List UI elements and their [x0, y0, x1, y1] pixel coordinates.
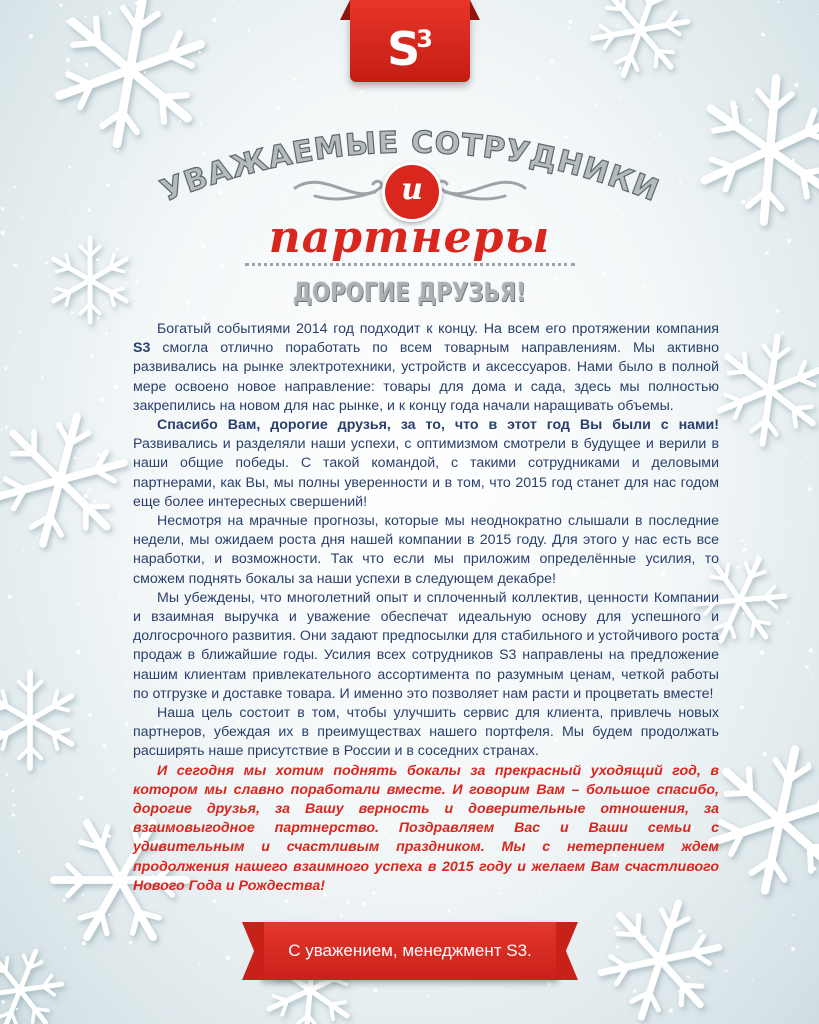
snow-dot: [537, 77, 540, 80]
snow-dot: [695, 31, 696, 32]
snow-dot: [775, 309, 779, 313]
snow-dot: [55, 428, 57, 430]
snow-dot: [198, 963, 200, 965]
snow-dot: [231, 0, 234, 1]
snow-dot: [741, 200, 745, 204]
snow-dot: [759, 391, 763, 395]
snow-dot: [727, 352, 729, 354]
snow-dot: [108, 11, 112, 15]
snow-dot: [568, 20, 572, 24]
logo-text: $S^3$: [387, 22, 433, 76]
snow-dot: [29, 34, 33, 38]
snow-dot: [616, 945, 619, 948]
snow-dot: [762, 752, 766, 756]
snow-dot: [125, 722, 128, 725]
snow-dot: [723, 481, 725, 483]
snow-dot: [800, 374, 804, 378]
snow-dot: [63, 898, 66, 901]
signature-text: С уважением, менеджмент S3.: [288, 941, 532, 960]
snow-dot: [29, 654, 31, 656]
closing-paragraph: И сегодня мы хотим поднять бокалы за прекрасный уходящий год, в котором мы славно поработали вместе. И говорим Вам – большое спасибо, дорогие друзья, за Вашу верность и доверительные отношения, за взаимовыгодное партнерство. Поздравляем Вас и Ваши семьи с удивительным и счастливым праздником. Мы с нетерпением ждем продолжения нашего взаимного успеха в 2015 году и желаем Вам счастливого Нового Года и Рождества!: [133, 762, 719, 894]
snow-dot: [617, 24, 619, 26]
snow-dot: [577, 1002, 578, 1003]
snow-dot: [4, 367, 7, 370]
snow-dot: [669, 1009, 673, 1013]
snow-dot: [90, 354, 93, 357]
heading-partners: партнеры: [268, 212, 551, 263]
snow-dot: [792, 159, 795, 162]
snow-dot: [756, 555, 759, 558]
snow-dot: [82, 941, 86, 945]
snow-dot: [213, 18, 217, 22]
snow-dot: [121, 368, 123, 370]
snow-dot: [97, 317, 100, 320]
snow-dot: [108, 835, 111, 838]
snow-dot: [85, 63, 89, 67]
snow-dot: [71, 311, 74, 314]
snow-dot: [79, 748, 81, 750]
snow-dot: [749, 197, 751, 199]
snow-dot: [15, 347, 17, 349]
letter-body: [133, 320, 719, 896]
snow-dot: [182, 933, 183, 934]
snow-dot: [129, 941, 132, 944]
snow-dot: [102, 744, 106, 748]
snow-dot: [39, 960, 43, 964]
snow-dot: [643, 935, 646, 938]
snow-dot: [806, 666, 809, 669]
snow-dot: [785, 526, 786, 527]
snow-dot: [368, 92, 369, 93]
snow-dot: [395, 105, 398, 108]
snow-dot: [282, 999, 286, 1003]
snow-dot: [644, 1014, 646, 1016]
snow-dot: [362, 902, 366, 906]
snow-dot: [12, 813, 16, 817]
snow-dot: [88, 488, 91, 491]
snow-dot: [88, 713, 92, 717]
snow-dot: [347, 901, 350, 904]
snow-dot: [114, 385, 118, 389]
snow-dot: [85, 15, 87, 17]
snow-dot: [774, 821, 777, 824]
snow-dot: [805, 270, 806, 271]
snow-dot: [742, 548, 746, 552]
snow-dot: [59, 4, 62, 7]
snow-dot: [79, 796, 83, 800]
snow-dot: [270, 28, 271, 29]
snow-dot: [72, 360, 73, 361]
snow-dot: [740, 705, 744, 709]
snow-dot: [807, 762, 811, 766]
snow-dot: [781, 331, 784, 334]
snow-dot: [752, 98, 754, 100]
snow-dot: [64, 948, 66, 950]
snow-dot: [807, 487, 811, 491]
snow-dot: [19, 330, 21, 332]
heading-line1: УВАЖАЕМЫЕ СОТРУДНИКИ: [156, 125, 664, 210]
snow-dot: [2, 634, 4, 636]
snow-dot: [93, 452, 94, 453]
snow-dot: [1, 1000, 4, 1003]
snow-dot: [373, 988, 377, 992]
snow-dot: [105, 332, 108, 335]
snow-dot: [68, 166, 71, 169]
snow-dot: [1, 207, 4, 210]
snow-dot: [292, 77, 296, 81]
snow-dot: [42, 901, 44, 903]
snow-dot: [73, 531, 75, 533]
snow-dot: [75, 506, 76, 507]
snow-dot: [679, 182, 681, 184]
snow-dot: [226, 956, 230, 960]
snow-dot: [760, 650, 764, 654]
snow-dot: [22, 623, 24, 625]
snow-dot: [77, 750, 79, 752]
snow-dot: [618, 97, 620, 99]
snow-dot: [144, 71, 146, 73]
snow-dot: [742, 819, 743, 820]
snow-dot: [748, 118, 751, 121]
snow-dot: [213, 899, 216, 902]
snow-dot: [113, 769, 115, 771]
snow-dot: [124, 684, 126, 686]
snow-dot: [742, 612, 744, 614]
snow-dot: [62, 111, 64, 113]
snow-dot: [792, 914, 794, 916]
snow-dot: [66, 20, 69, 23]
snow-dot: [8, 595, 12, 599]
snow-dot: [687, 976, 690, 979]
snow-dot: [736, 106, 739, 109]
snow-dot: [417, 1011, 418, 1012]
snow-dot: [93, 500, 96, 503]
snow-dot: [510, 87, 512, 90]
snow-dot: [427, 995, 429, 997]
snow-dot: [448, 910, 451, 913]
snow-dot: [810, 674, 812, 676]
snow-dot: [100, 398, 104, 402]
snow-dot: [117, 149, 119, 151]
snow-dot: [76, 603, 78, 605]
snow-dot: [285, 900, 289, 904]
snow-dot: [786, 452, 788, 454]
snow-dot: [317, 6, 319, 8]
snow-dot: [23, 549, 25, 551]
snow-dot: [106, 183, 110, 187]
snow-dot: [12, 810, 13, 811]
snow-dot: [1, 428, 3, 430]
snow-dot: [595, 104, 598, 107]
snow-dot: [151, 58, 153, 60]
snow-dot: [12, 789, 15, 792]
snow-dot: [277, 106, 280, 109]
snow-dot: [809, 648, 813, 652]
snow-dot: [18, 850, 20, 852]
snow-dot: [776, 609, 778, 611]
snow-dot: [680, 172, 681, 173]
snow-dot: [92, 335, 94, 337]
snow-dot: [97, 453, 101, 457]
snow-dot: [198, 51, 200, 53]
snow-dot: [74, 457, 76, 459]
snow-dot: [619, 67, 621, 69]
snow-dot: [38, 683, 40, 685]
paragraph-5: Наша цель состоит в том, чтобы улучшить сервис для клиента, привлечь новых партнеров, убеждая их в преимуществах нашего портфеля. Мы будем продолжать расширять наше присутствие в России и в соседних странах.: [133, 705, 719, 760]
snow-dot: [635, 941, 636, 942]
paragraph-3: Несмотря на мрачные прогнозы, которые мы неоднократно слышали в последние недели, мы ожидаем роста дня нашей компании в 2015 году. Для этого у нас есть все наработки, и возможности. Так что если мы приложим определённые усилия, то сможем поднять бокалы за наши успехи в следующем декабре!: [133, 513, 719, 587]
snow-dot: [84, 494, 88, 498]
snow-dot: [764, 869, 768, 873]
snow-dot: [794, 83, 798, 87]
snow-dot: [725, 969, 727, 971]
snow-dot: [638, 62, 639, 63]
snow-dot: [678, 991, 680, 993]
signature-banner: [262, 922, 558, 980]
snow-dot: [23, 440, 27, 444]
snow-dot: [682, 185, 684, 187]
snow-dot: [340, 914, 343, 917]
paragraph-1: Богатый событиями 2014 год подходит к концу. На всем его протяжении компания S3 смогла отлично поработать по всем товарным направлениям. Мы активно развивались на рынке электротехники, устройств и аксессуаров. Нами было в полной мере освоено новое направление: товары для дома и сада, здесь мы полностью закрепились на новом для нас рынке, и к концу года начали наращивать объемы.: [133, 321, 719, 414]
snow-dot: [733, 270, 734, 271]
snow-dot: [789, 816, 793, 820]
snow-dot: [220, 263, 224, 267]
snow-dot: [82, 894, 84, 896]
snow-dot: [87, 161, 89, 163]
snow-dot: [752, 980, 754, 982]
snow-dot: [763, 681, 764, 682]
snow-dot: [66, 58, 70, 62]
snow-dot: [698, 929, 702, 933]
snow-dot: [481, 69, 483, 71]
snow-dot: [13, 263, 17, 267]
snow-dot: [803, 472, 804, 473]
heading-subtitle: ДОРОГИЕ ДРУЗЬЯ!: [293, 278, 526, 308]
snow-dot: [633, 990, 636, 993]
paragraph-4: Мы убеждены, что многолетний опыт и сплоченный коллектив, ценности Компании и взаимная выручка и уважение обеспечат идеальную основу для успешного и долгосрочного развития. Они задают предпосылки для стабильного и устойчивого роста продаж в ближайшие годы. Усилия всех сотрудников S3 направлены на предложение нашим клиентам привлекательного ассортимента по разумным ценам, четкой работы по отгрузке и доставке товара. И именно это позволяет нам расти и процветать вместе!: [133, 589, 719, 702]
snow-dot: [806, 455, 808, 457]
snow-dot: [100, 120, 102, 122]
snow-dot: [67, 69, 69, 71]
snow-dot: [791, 947, 795, 951]
snow-dot: [744, 543, 746, 545]
snow-dot: [121, 181, 123, 183]
snow-dot: [502, 87, 504, 89]
s3-logo: [350, 0, 470, 82]
snow-dot: [737, 566, 740, 569]
snow-dot: [5, 425, 8, 428]
snow-dot: [550, 59, 554, 63]
snow-dot: [247, 29, 250, 32]
snow-dot: [135, 1, 139, 5]
snow-dot: [12, 804, 15, 807]
snow-dot: [797, 181, 799, 183]
snow-dot: [741, 540, 744, 543]
snow-dot: [817, 14, 818, 15]
snow-dot: [614, 926, 618, 930]
snow-dot: [41, 377, 44, 380]
snow-dot: [719, 440, 720, 441]
snow-dot: [547, 982, 551, 986]
snow-dot: [14, 186, 16, 188]
snow-dot: [297, 85, 300, 88]
snow-dot: [109, 914, 111, 916]
snow-dot: [813, 867, 817, 871]
paragraph-2: Спасибо Вам, дорогие друзья, за то, что в этот год Вы были с нами! Развивались и разделяли наши успехи, с оптимизмом смотрели в будущее и верили в наши общие победы. С такой командой, с такими сотрудниками и деловыми партнерами, как Вы, мы полны уверенности и в том, что 2015 год станет для нас годом еще более интересных свершений!: [133, 417, 719, 510]
snow-dot: [119, 594, 122, 597]
snow-dot: [777, 1, 779, 3]
snow-dot: [568, 26, 571, 29]
snow-dot: [359, 89, 363, 93]
snow-dot: [124, 885, 127, 888]
snow-dot: [252, 67, 253, 68]
snow-dot: [602, 271, 606, 275]
snow-dot: [753, 171, 755, 173]
snow-dot: [793, 875, 794, 876]
snow-dot: [97, 919, 100, 922]
and-badge: и: [382, 162, 442, 222]
snow-dot: [786, 623, 788, 625]
dotted-divider: [245, 263, 575, 268]
snow-dot: [761, 33, 765, 37]
snow-dot: [76, 650, 80, 654]
snow-dot: [16, 1008, 18, 1010]
snow-dot: [111, 168, 112, 169]
snow-dot: [6, 773, 9, 776]
